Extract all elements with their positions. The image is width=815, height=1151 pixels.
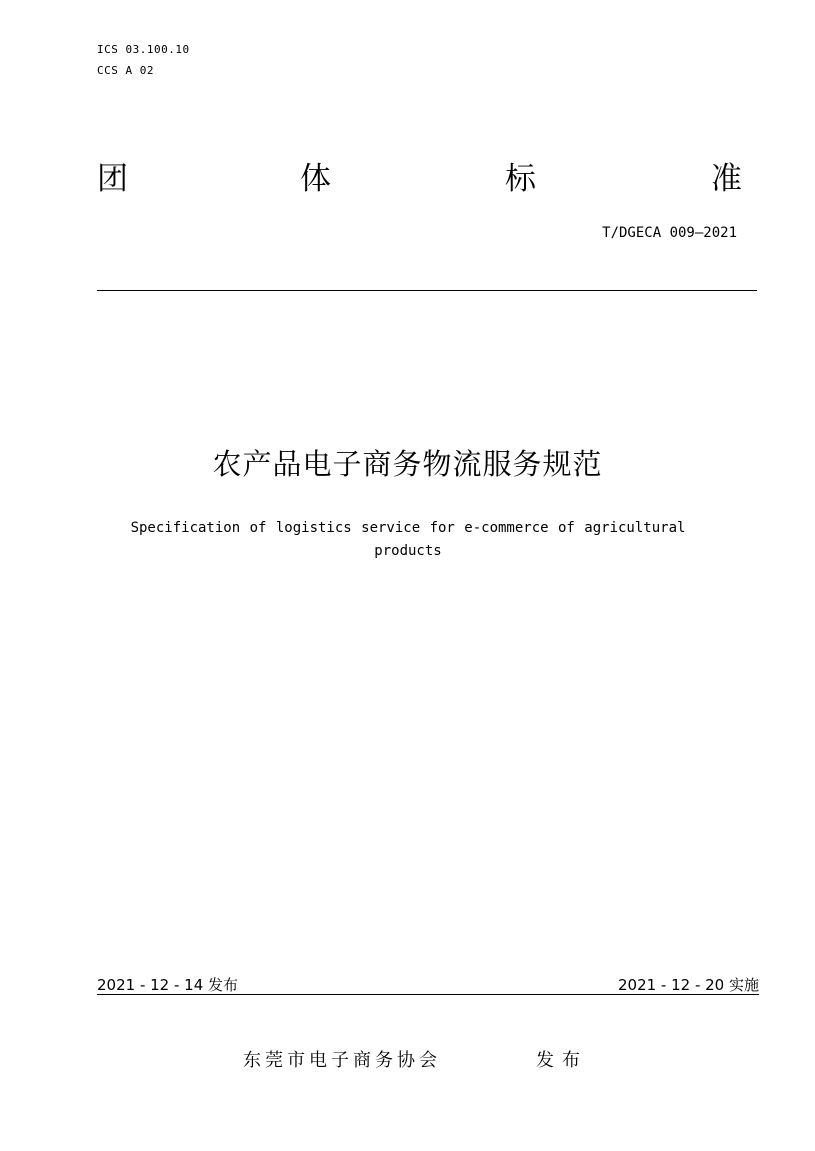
standard-code: T/DGECA 009—2021 [602, 225, 737, 241]
standard-type-char: 标 [505, 161, 536, 197]
document-title-zh: 农产品电子商务物流服务规范 [212, 447, 603, 481]
standard-type-char: 准 [711, 161, 742, 197]
title-en-line2: products [374, 543, 442, 559]
footer-divider [97, 994, 759, 995]
publisher-name: 东莞市电子商务协会 [243, 1050, 441, 1071]
standard-type-char: 团 [97, 161, 128, 197]
title-en-line1: Specification of logistics service for e-commerce of agricultural [130, 520, 686, 536]
implementation-date: 2021 - 12 - 20 实施 [617, 976, 759, 994]
publisher-action: 发布 [536, 1050, 588, 1071]
standard-type-char: 体 [300, 161, 331, 197]
publish-date: 2021 - 12 - 14 发布 [97, 976, 239, 994]
document-title-en [90, 517, 726, 563]
ics-code: ICS 03.100.10 [97, 43, 190, 56]
ccs-code: CCS A 02 [97, 64, 154, 77]
header-divider [97, 290, 757, 291]
